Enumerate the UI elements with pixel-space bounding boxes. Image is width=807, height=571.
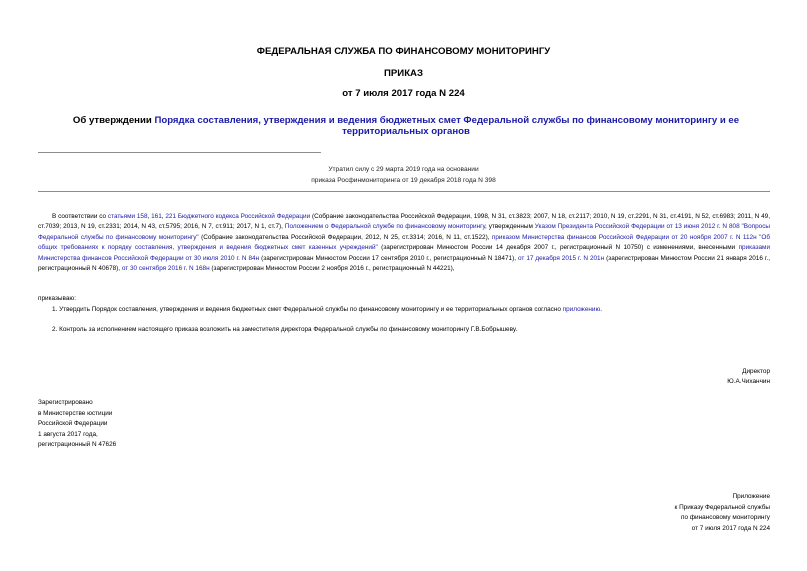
- registration-line: 1 августа 2017 года,: [38, 431, 98, 438]
- appendix-line: к Приказу Федеральной службы: [674, 504, 770, 511]
- order-word: приказываю:: [38, 295, 76, 302]
- doc-type: ПРИКАЗ: [384, 68, 423, 79]
- link-budget-code[interactable]: 221 Бюджетного кодекса Российской Федерации: [165, 213, 311, 220]
- short-divider: [38, 152, 321, 153]
- appendix-line: Приложение: [732, 493, 770, 500]
- preamble-text: ,: [147, 213, 152, 220]
- link-regulation[interactable]: Положением о Федеральной службе по финансовому мониторингу: [284, 223, 485, 231]
- order-item-1: [52, 305, 602, 315]
- registration-line: в Министерстве юстиции: [38, 410, 113, 417]
- preamble-text: , утвержденным: [485, 223, 535, 231]
- link-article-161[interactable]: 161: [151, 213, 162, 220]
- item-1-text: 1. Утвердить Порядок составления, утверждения и ведения бюджетных смет Федеральной службы по финансовому мониторингу и ее территориальных органов согласно: [52, 306, 563, 313]
- doc-date: от 7 июля 2017 года N 224: [342, 88, 465, 99]
- link-order-168n[interactable]: от 30 сентября 2016 г. N 168н: [121, 265, 210, 273]
- order-item-2: 2. Контроль за исполнением настоящего приказа возложить на заместителя директора Федеральной службы по финансовому мониторингу Г.В.Бобрышеву.: [52, 326, 518, 333]
- appendix-line: от 7 июля 2017 года N 224: [691, 525, 770, 532]
- preamble-text: (зарегистрирован Минюстом России 17 сентября 2010 г., регистрационный N 18471),: [259, 254, 518, 262]
- org-name: ФЕДЕРАЛЬНАЯ СЛУЖБА ПО ФИНАНСОВОМУ МОНИТОРИНГУ: [256, 46, 551, 57]
- preamble-text: (Собрание законодательства Российской Федерации, 2012, N 25, ст.3314; 2016, N 11, ст.1522),: [198, 233, 492, 241]
- status-link[interactable]: приказа Росфинмониторинга от 19 декабря 2018 года N 398: [311, 177, 496, 184]
- doc-title: [56, 115, 756, 137]
- registration-line: регистрационный N 47626: [38, 441, 117, 448]
- signature-name: Ю.А.Чиханчин: [727, 378, 770, 385]
- preamble-text: ,: [161, 213, 166, 220]
- preamble-text: (Собрание законодательства Российской Федерации, 1998, N 31, ст.3823; 2007, N 18, ст.2117; 2010, N 19, ст.2291, N 31, ст.4191, N 52, ст.6983; 2011, N 49, ст.7039; 2013, N 19, ст.2331; 2014, N 43, ст.5795; 2016, N 7, ст.911; 2017, N 1, ст.7),: [38, 213, 770, 231]
- link-minfin-order-112n[interactable]: приказом Министерства финансов Российской Федерации от 20 ноября 2007 г. N 112н "Об общих требованиях к порядку составления, утверждения и ведения бюджетных смет казенных учреждений": [38, 233, 770, 252]
- status-line-1: Утратил силу с 29 марта 2019 года на основании: [328, 166, 479, 173]
- preamble-text: (зарегистрирован Минюстом России 2 ноября 2016 г., регистрационный N 44221),: [209, 265, 455, 273]
- preamble-text: В соответствии со: [52, 213, 108, 220]
- link-order-201n[interactable]: от 17 декабря 2015 г. N 201н: [517, 254, 605, 262]
- registration-line: Российской Федерации: [38, 420, 108, 427]
- link-minfin-order-84n[interactable]: приказами Министерства финансов Российской Федерации от 30 июля 2010 г. N 84н: [38, 244, 771, 262]
- item-1-end: .: [600, 306, 603, 313]
- registration-line: Зарегистрировано: [38, 399, 93, 406]
- title-link[interactable]: Порядка составления, утверждения и ведения бюджетных смет Федеральной службы по финансовому мониторингу и ее территориальных органов: [154, 115, 740, 137]
- appendix-link[interactable]: приложению: [562, 306, 601, 313]
- signature-position: Директор: [742, 368, 770, 375]
- preamble-text: (зарегистрирован Минюстом России 21 января 2016 г., регистрационный N 40678),: [38, 254, 771, 273]
- appendix-line: по финансовому мониторингу: [680, 514, 770, 521]
- link-article-158[interactable]: статьями 158: [107, 213, 148, 220]
- preamble-text: (зарегистрирован Минюстом России 14 декабря 2007 г., регистрационный N 10750) с изменениями, внесенными: [377, 244, 739, 252]
- link-presidential-decree[interactable]: Указом Президента Российской Федерации от 13 июня 2012 г. N 808 "Вопросы Федеральной службы по финансовому мониторингу": [38, 223, 770, 241]
- preamble-paragraph: [38, 212, 770, 274]
- full-divider: [38, 191, 770, 192]
- title-prefix: Об утверждении: [72, 115, 155, 126]
